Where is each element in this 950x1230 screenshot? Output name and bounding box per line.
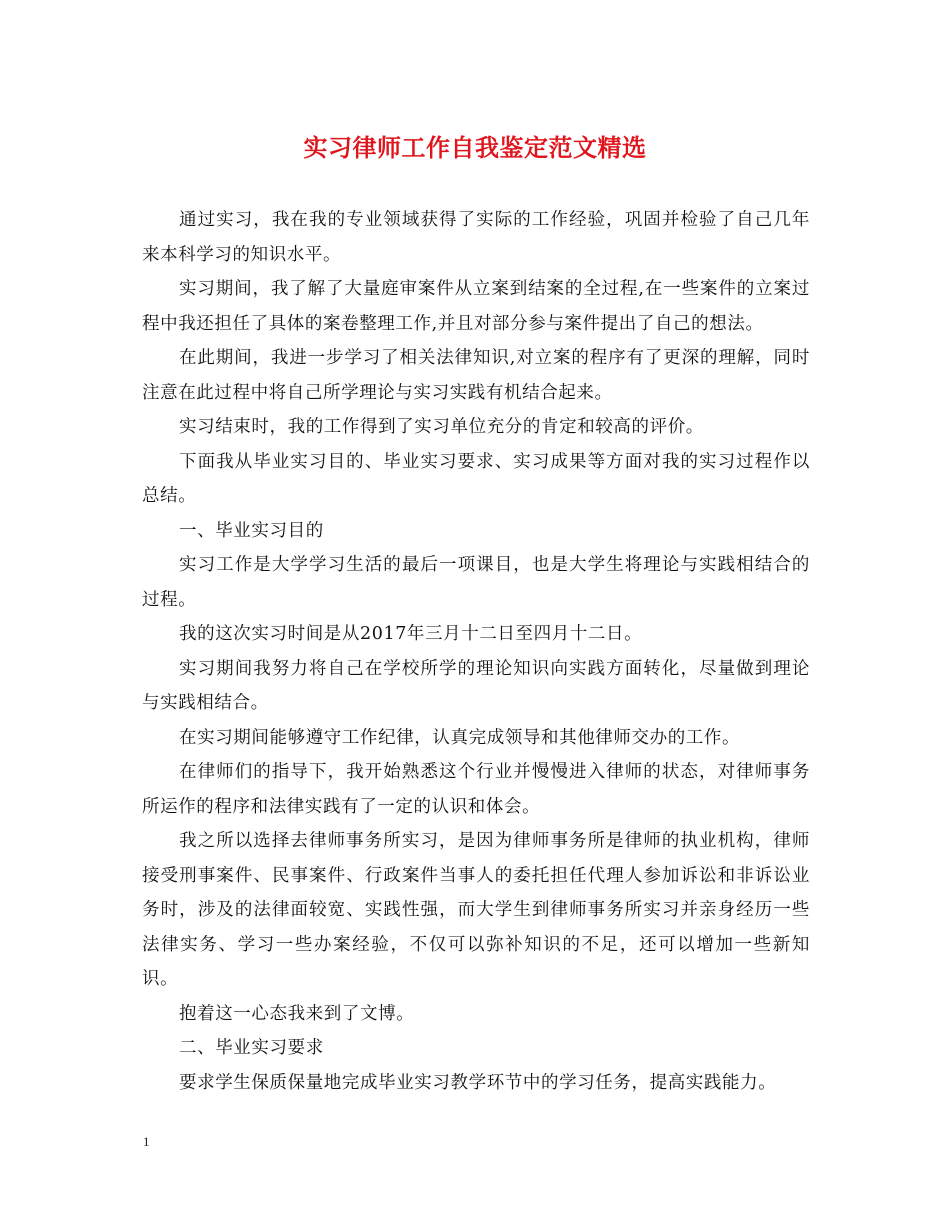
page-number: 1 [143,1134,150,1149]
paragraph: 在实习期间能够遵守工作纪律，认真完成领导和其他律师交办的工作。 [179,727,741,748]
section-heading: 二、毕业实习要求 [179,1038,324,1058]
paragraph: 实习结束时，我的工作得到了实习单位充分的肯定和较高的评价。 [179,417,704,437]
paragraph: 实习期间，我了解了大量庭审案件从立案到结案的全过程,在一些案件的立案过程中我还担任了具体的案卷整理工作,并且对部分参与案件提出了自己的想法。 [142,279,810,334]
paragraph: 抱着这一心态我来到了文博。 [179,1003,415,1024]
document-title: 实习律师工作自我鉴定范文精选 [303,133,647,162]
document-body [142,203,810,1100]
paragraph: 实习工作是大学学习生活的最后一项课目，也是大学生将理论与实践相结合的过程。 [142,555,810,610]
paragraph: 我之所以选择去律师事务所实习，是因为律师事务所是律师的执业机构，律师接受刑事案件、民事案件、行政案件当事人的委托担任代理人参加诉讼和非诉讼业务时，涉及的法律面较宽、实践性强，而大学生到律师事务所实习并亲身经历一些法律实务、学习一些办案经验，不仅可以弥补知识的不足，还可以增加一些新知识。 [142,831,810,989]
paragraph: 我的这次实习时间是从2017年三月十二日至四月十二日。 [179,624,643,644]
paragraph: 实习期间我努力将自己在学校所学的理论知识向实践方面转化，尽量做到理论与实践相结合。 [142,658,810,713]
paragraph: 要求学生保质保量地完成毕业实习教学环节中的学习任务，提高实践能力。 [179,1072,777,1093]
paragraph: 下面我从毕业实习目的、毕业实习要求、实习成果等方面对我的实习过程作以总结。 [142,451,810,506]
paragraph: 在此期间，我进一步学习了相关法律知识,对立案的程序有了更深的理解，同时注意在此过程中将自己所学理论与实习实践有机结合起来。 [142,348,810,403]
paragraph: 在律师们的指导下，我开始熟悉这个行业并慢慢进入律师的状态，对律师事务所运作的程序和法律实践有了一定的认识和体会。 [142,762,810,817]
section-heading: 一、毕业实习目的 [179,520,324,541]
paragraph: 通过实习，我在我的专业领域获得了实际的工作经验，巩固并检验了自己几年来本科学习的知识水平。 [142,210,810,265]
